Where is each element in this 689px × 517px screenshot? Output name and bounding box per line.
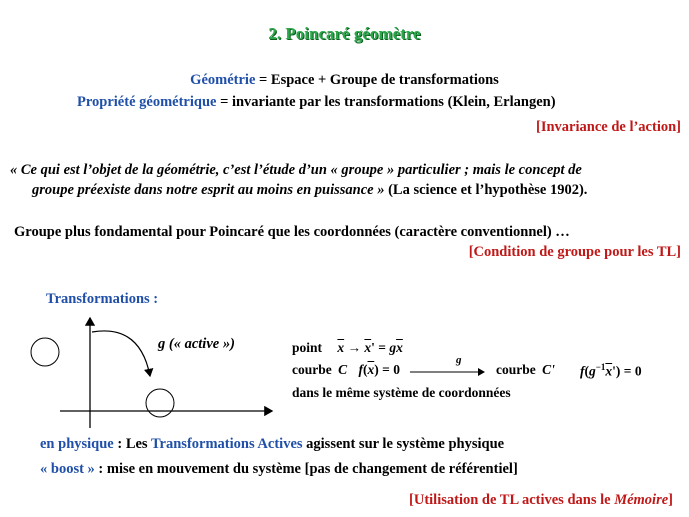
point-formula: $\overline{x} \to \overline{x}' = g\overline{x}$	[337, 340, 403, 355]
term-physique: en physique	[40, 436, 114, 452]
term-propriete: Propriété géométrique	[77, 94, 217, 110]
transformed-circle	[146, 389, 174, 417]
groupe-statement: Groupe plus fondamental pour Poincaré que les coordonnées (caractère conventionnel) …	[14, 224, 570, 240]
definition-propriete	[77, 94, 556, 111]
physique-line	[40, 436, 504, 453]
curve-c-prime: C'	[542, 362, 555, 377]
tag-condition-groupe: [Condition de groupe pour les TL]	[468, 244, 681, 260]
quote-line-1	[10, 162, 582, 179]
boost-rest: : mise en mouvement du système [pas de changement de référentiel]	[94, 461, 518, 477]
quote-text-1: « Ce qui est l’objet de la géométrie, c’est l’étude d’un « groupe » particulier ; mais le concept de	[10, 162, 582, 178]
term-geometrie: Géométrie	[190, 72, 256, 88]
physique-mid: : Les	[113, 436, 151, 452]
transformation-arrow	[92, 331, 150, 376]
tag-memoire-italic: Mémoire	[614, 492, 669, 508]
transformations-label: Transformations :	[46, 291, 159, 307]
physique-rest: agissent sur le système physique	[302, 436, 505, 452]
g-arrow-label	[456, 354, 462, 366]
g-active-text: g (« active »)	[158, 336, 235, 352]
tag-memoire-pre: [Utilisation de TL actives dans le	[409, 492, 615, 508]
point-label: point	[292, 340, 323, 355]
tag-memoire	[409, 492, 673, 509]
courbe-label: courbe	[292, 362, 332, 377]
term-boost: « boost »	[40, 461, 95, 477]
definition-geometrie	[0, 72, 689, 89]
quote-source: (La science et l’hypothèse 1902).	[384, 182, 588, 198]
courbe2-label: courbe	[496, 362, 536, 377]
g-active-label	[158, 336, 235, 353]
curve-c: C	[338, 362, 348, 377]
g-mapping-arrow	[408, 358, 488, 380]
slide-title: 2. Poincaré géomètre	[268, 24, 421, 43]
definition-geometrie-text: = Espace + Groupe de transformations	[255, 72, 499, 88]
math-courbe2-row	[496, 362, 555, 378]
definition-propriete-text: = invariante par les transformations (Klein, Erlangen)	[216, 94, 556, 110]
tag-invariance: [Invariance de l’action]	[536, 119, 681, 135]
curve-c-equation: $f(\overline{x}) = 0$	[358, 362, 400, 377]
math-point-row	[292, 340, 403, 356]
transformation-diagram	[20, 310, 280, 435]
g-arrow-text: g	[456, 354, 462, 366]
quote-text-2: groupe préexiste dans notre esprit au moins en puissance »	[32, 182, 385, 198]
boost-line	[40, 461, 518, 478]
tag-memoire-post: ]	[668, 492, 673, 508]
term-transformations-actives: Transformations Actives	[150, 436, 303, 452]
initial-circle	[31, 338, 59, 366]
curve-c-prime-equation: $f(g^{-1}\overline{x}') = 0$	[580, 362, 642, 379]
quote-line-2	[32, 182, 587, 199]
same-system-note: dans le même système de coordonnées	[292, 385, 511, 400]
math-courbe-row	[292, 362, 400, 378]
